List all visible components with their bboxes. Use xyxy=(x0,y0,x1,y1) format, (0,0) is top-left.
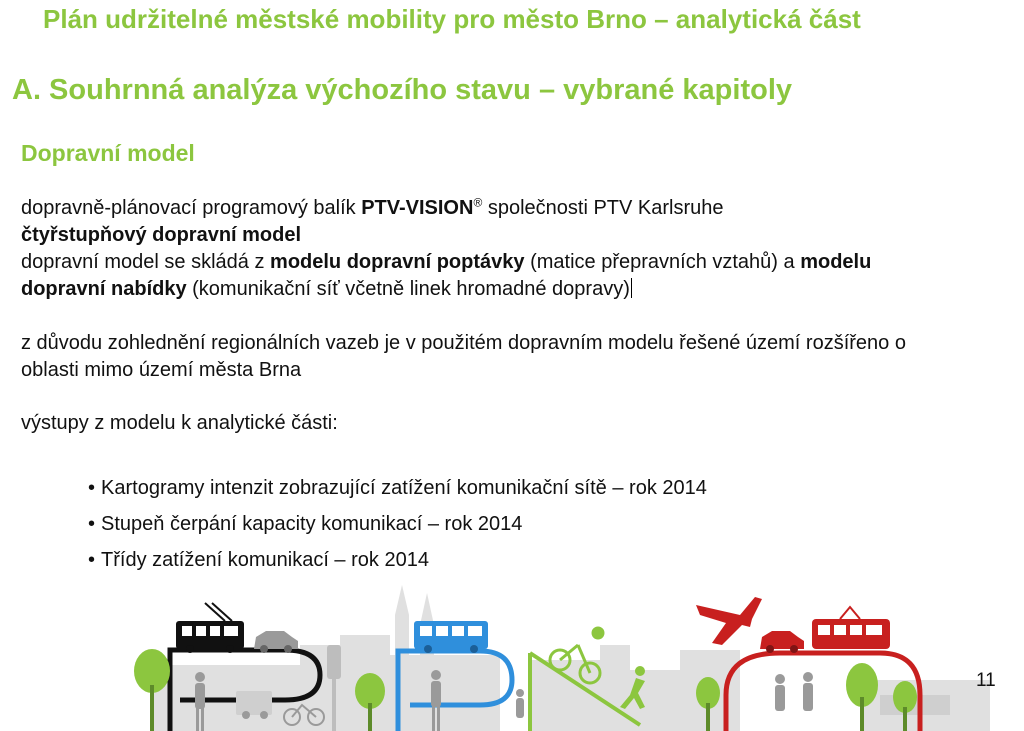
model-type-line xyxy=(21,222,871,249)
outputs-intro-paragraph xyxy=(21,410,338,437)
subsection-heading: Dopravní model xyxy=(21,140,195,166)
demand-model-text: modelu dopravní poptávky xyxy=(270,251,525,273)
regional-scope-line-1: z důvodu zohlednění regionálních vazeb je v použitém dopravním modelu řešené území rozšířeno o xyxy=(21,332,906,354)
model-description-paragraph xyxy=(21,195,871,303)
list-item: • Kartogramy intenzit zobrazující zatížení komunikační sítě – rok 2014 xyxy=(88,475,707,511)
list-item: • Třídy zatížení komunikací – rok 2014 xyxy=(88,547,707,583)
composition-text-c: (matice přepravních vztahů) a xyxy=(524,251,801,273)
regional-scope-paragraph xyxy=(21,330,906,384)
airplane-icon xyxy=(696,597,762,645)
blue-bus-icon xyxy=(414,621,488,653)
list-item: • Stupeň čerpání kapacity komunikací – rok 2014 xyxy=(88,511,707,547)
outputs-bullet-list xyxy=(88,475,707,583)
model-composition-line-1 xyxy=(21,249,871,276)
van-icon-grey xyxy=(236,691,272,719)
software-line xyxy=(21,195,871,222)
car-icon-red xyxy=(760,631,804,653)
supply-model-detail: (komunikační síť včetně linek hromadné dopravy) xyxy=(186,278,630,300)
outputs-intro-line: výstupy z modelu k analytické části: xyxy=(21,412,338,434)
model-type-text: čtyřstupňový dopravní model xyxy=(21,224,302,246)
software-name: PTV-VISION xyxy=(361,197,474,219)
supply-model-text-b: dopravní nabídky xyxy=(21,278,187,300)
regional-scope-line-2: oblasti mimo území města Brna xyxy=(21,359,302,381)
software-text-c: společnosti PTV Karlsruhe xyxy=(482,197,724,219)
registered-mark: ® xyxy=(473,195,483,210)
software-text-a: dopravně-plánovací programový balík xyxy=(21,197,362,219)
bus-icon xyxy=(176,603,244,653)
composition-text-a: dopravní model se skládá z xyxy=(21,251,271,273)
model-composition-line-2 xyxy=(21,276,871,303)
city-transport-illustration xyxy=(0,585,1024,731)
tram-icon xyxy=(812,607,890,649)
page-number: 11 xyxy=(976,670,996,691)
text-cursor xyxy=(631,278,632,298)
section-heading: A. Souhrnná analýza výchozího stavu – vybrané kapitoly xyxy=(12,74,793,106)
supply-model-text-a: modelu xyxy=(800,251,872,273)
slide-title: Plán udržitelné městské mobility pro město Brno – analytická část xyxy=(43,4,861,34)
